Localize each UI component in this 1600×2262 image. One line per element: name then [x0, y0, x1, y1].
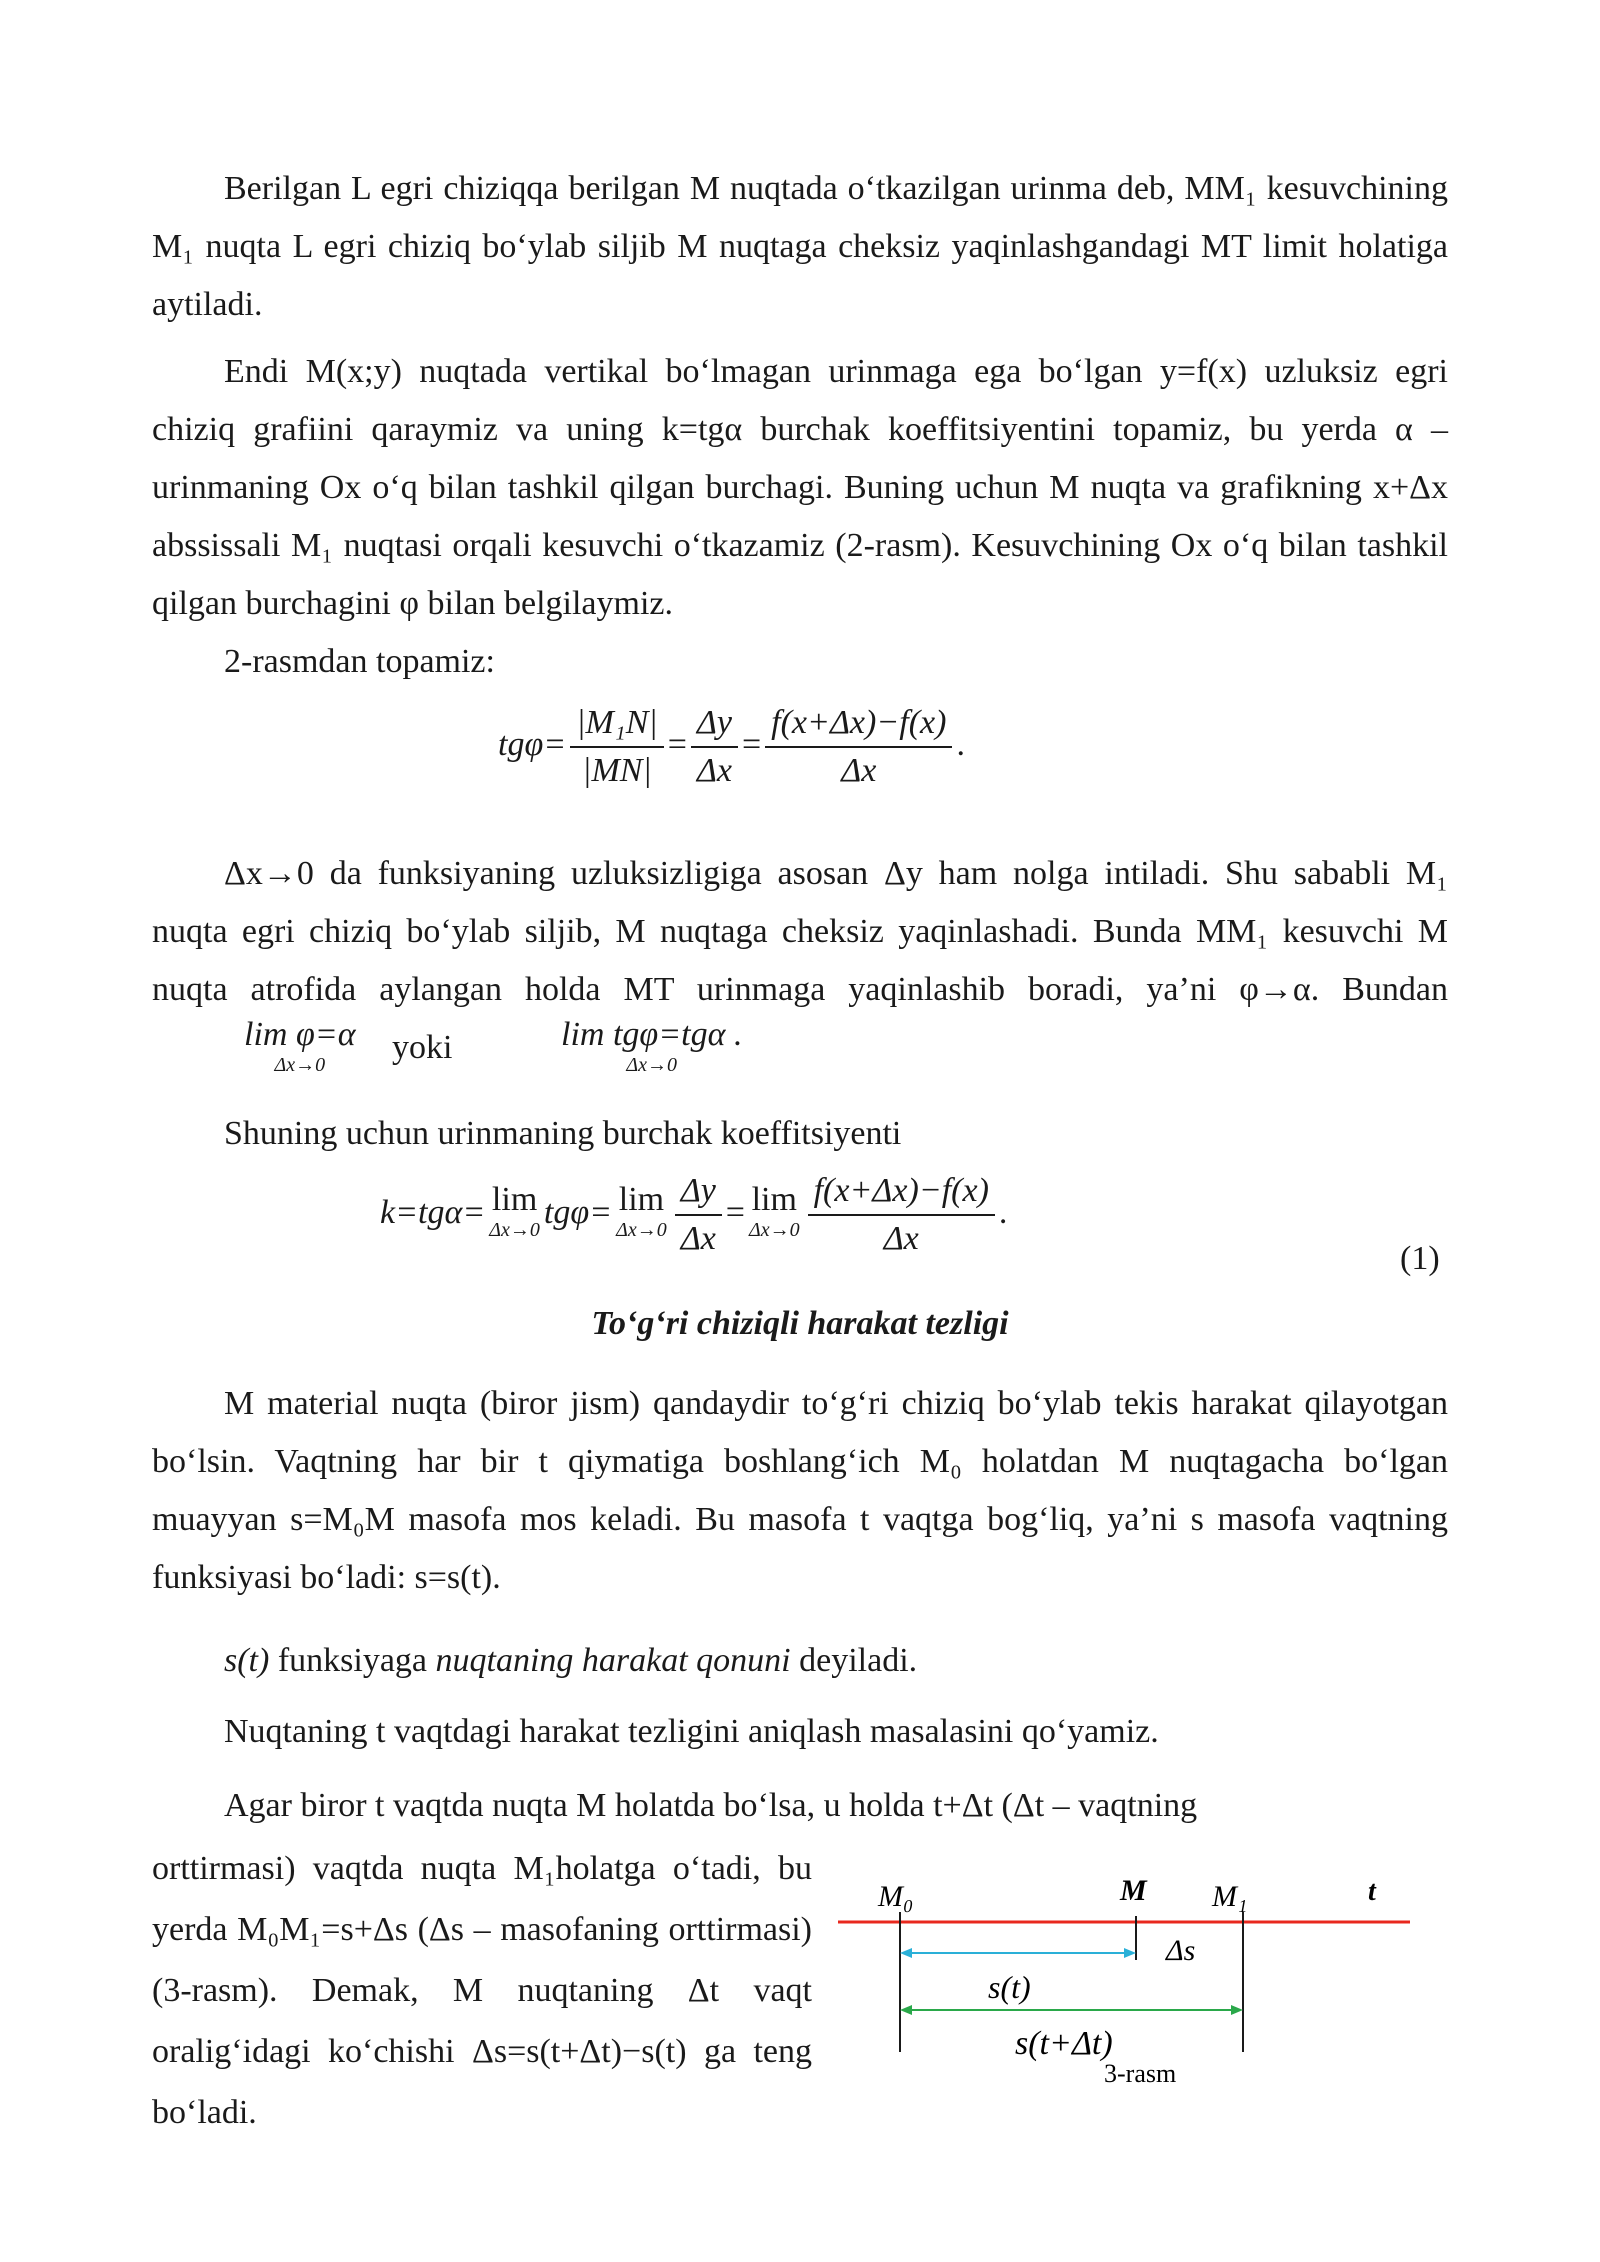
- paragraph-motion-law: M material nuqta (biror jism) qandaydir to‘g‘ri chiziq bo‘ylab tekis harakat qilayotgan bo‘lsin. Vaqtning har bir t qiymatiga boshlang‘ich M₀ holatdan M nuqtagacha bo‘lgan muayyan s=M₀M masofa mos keladi. Bu masofa t vaqtga bog‘liq, ya’ni s masofa vaqtning funksiyasi bo‘ladi: s=s(t).: [152, 1385, 1448, 1596]
- p4-limit-2: lim tgφ=tgα . Δx→0: [561, 1016, 743, 1077]
- figure-caption: 3-rasm: [1104, 2059, 1177, 2088]
- arrow-s-t-head-right: [1124, 1948, 1136, 1958]
- paragraph-velocity-problem: Nuqtaning t vaqtdagi harakat tezligini aniqlash masalasini qo‘yamiz.: [224, 1713, 1159, 1750]
- paragraph-displacement: orttirmasi) vaqtda nuqta M₁holatga o‘tadi, bu yerda M₀M₁=s+Δs (Δs – masofaning orttirmasi) (3-rasm). Demak, M nuqtaning Δt vaqt oralig‘idagi ko‘chishi Δs=s(t+Δt)−s(t) ga teng bo‘ladi.: [152, 1850, 812, 2131]
- figure-3-motion-diagram: [830, 1860, 1420, 2090]
- paragraph-tangent-definition: Berilgan L egri chiziqqa berilgan M nuqtada o‘tkazilgan urinma deb, MM₁ kesuvchining M₁ nuqta L egri chiziq bo‘ylab siljib M nuqtaga cheksiz yaqinlashgandagi MT limit holatiga aytiladi.: [152, 170, 1448, 323]
- equation-tg-phi: tgφ= $\frac{\text{|M₁N|}}{|MN|}$ = $\frac{\Delta y}{\Delta x}$ = $\frac{f(x+\Delta x)-f(x)}{\Delta x}$ .: [498, 700, 965, 794]
- equation-slope-limit: k=tgα= lim Δx→0 tgφ= lim Δx→0 $\frac{\Delta y}{\Delta x}$ = lim Δx→0 $\frac{f(x+\Delta x)-f(x)}{\Delta x}$ .: [380, 1168, 1007, 1262]
- equation-number: (1): [1400, 1240, 1440, 1277]
- eq1-fraction-1: $\frac{\text{|M₁N|}}{|MN|}$: [570, 700, 664, 794]
- paragraph-limit-argument: [152, 845, 1448, 1080]
- label-s-t-dt: s(t+Δt): [1015, 2025, 1113, 2062]
- label-m0: M₀: [878, 1880, 914, 1913]
- eq1-fraction-3: $\frac{f(x+\Delta x)-f(x)}{\Delta x}$: [765, 700, 952, 794]
- label-delta-s: Δs: [1166, 1934, 1196, 1967]
- arrow-s-t-head-left: [900, 1948, 912, 1958]
- p4-yoki: yoki: [392, 1029, 453, 1066]
- label-t: t: [1368, 1876, 1376, 1907]
- section-heading: To‘g‘ri chiziqli harakat tezligi: [591, 1305, 1009, 1342]
- paragraph-displacement-line1: Agar biror t vaqtda nuqta M holatda bo‘lsa, u holda t+Δt (Δt – vaqtning: [224, 1787, 1198, 1824]
- paragraph-slope-setup: Endi M(x;y) nuqtada vertikal bo‘lmagan urinmaga ega bo‘lgan y=f(x) uzluksiz egri chiziq grafiini qaraymiz va uning k=tgα burchak koeffitsiyentini topamiz, bu yerda α – urinmaning Ox o‘q bilan tashkil qilgan burchagi. Buning uchun M nuqta va grafikning x+Δx abssissali M₁ nuqtasi orqali kesuvchi o‘tkazamiz (2-rasm). Kesuvchining Ox o‘q bilan tashkil qilgan burchagini φ bilan belgilaymiz.: [152, 353, 1448, 622]
- eq1-lhs: tgφ=: [498, 725, 567, 763]
- paragraph-from-figure: 2-rasmdan topamiz:: [224, 643, 495, 680]
- paragraph-therefore: Shuning uchun urinmaning burchak koeffitsiyenti: [224, 1115, 902, 1152]
- arrow-s-t-dt-head-left: [900, 2005, 912, 2015]
- eq2-fraction-2: $\frac{f(x+\Delta x)-f(x)}{\Delta x}$: [808, 1168, 995, 1262]
- label-m1: M₁: [1212, 1880, 1248, 1913]
- eq1-fraction-2: $\frac{\Delta y}{\Delta x}$: [691, 700, 738, 794]
- label-m: M: [1120, 1874, 1147, 1907]
- eq2-fraction-1: $\frac{\Delta y}{\Delta x}$: [675, 1168, 722, 1262]
- arrow-s-t-dt-head-right: [1231, 2005, 1243, 2015]
- label-s-t: s(t): [988, 1969, 1031, 2005]
- paragraph-motion-law-def: s(t) funksiyaga nuqtaning harakat qonuni deyiladi.: [224, 1642, 918, 1679]
- p4-text: Δx→0 da funksiyaning uzluksizligiga asosan Δy ham nolga intiladi. Shu sababli M₁ nuqta egri chiziq bo‘ylab siljib, M nuqtaga cheksiz yaqinlashadi. Bunda MM₁ kesuvchi M nuqta atrofida aylangan holda MT urinmaga yaqinlashib boradi, ya’ni φ→α. Bundan: [152, 855, 1448, 1008]
- p4-limit-1: lim φ=α Δx→0: [244, 1016, 356, 1077]
